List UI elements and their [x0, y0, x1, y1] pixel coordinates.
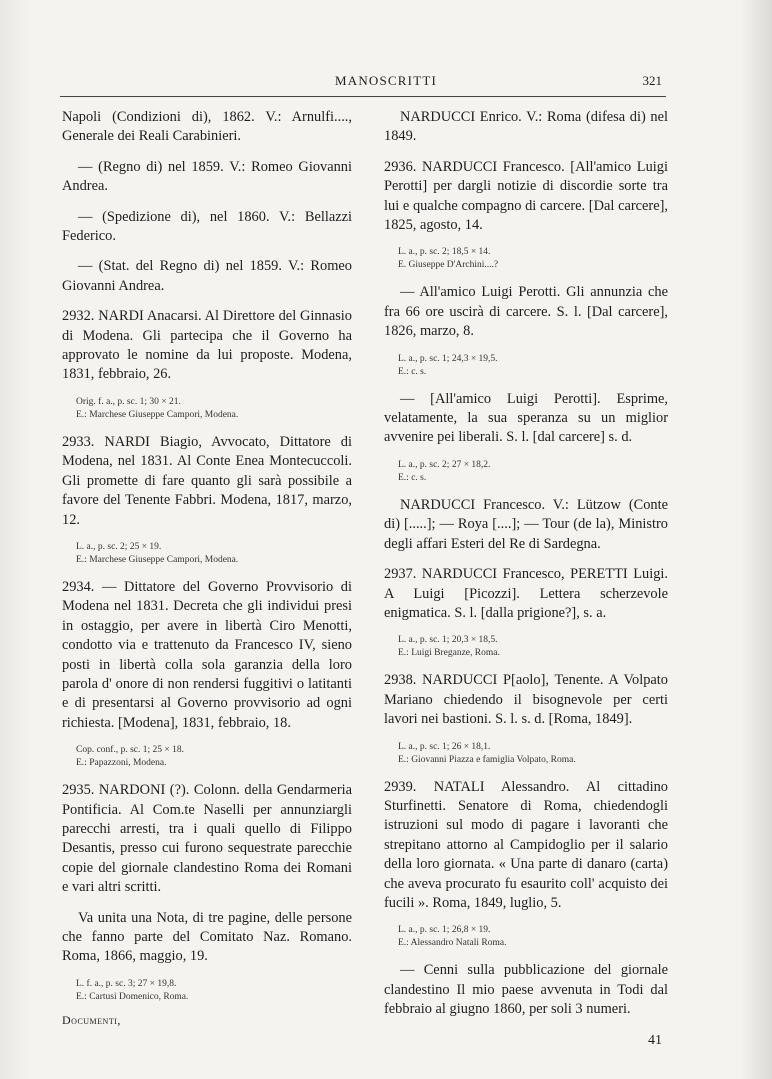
- catalog-entry: NARDUCCI Enrico. V.: Roma (difesa di) nel 1849.: [384, 109, 668, 145]
- entry-note-line: L. a., p. sc. 1; 26 × 18,1.: [398, 741, 491, 752]
- entry-note-line: L. a., p. sc. 1; 20,3 × 18,5.: [398, 635, 498, 646]
- catalog-entry: 2937. NARDUCCI Francesco, PERETTI Luigi. A Luigi [Picozzi]. Lettera scherzevole enigmatica. S. l. [dalla prigione?], s. a.: [384, 566, 668, 621]
- entry-note-line: L. f. a., p. sc. 3; 27 × 19,8.: [76, 978, 177, 989]
- entry-note: [62, 541, 352, 567]
- sheet-number: 41: [648, 1032, 662, 1048]
- catalog-entry: — (Stat. del Regno di) nel 1859. V.: Romeo Giovanni Andrea.: [62, 258, 352, 294]
- entry-note: [384, 924, 668, 950]
- catalog-entry: NARDUCCI Francesco. V.: Lützow (Conte di) [.....]; — Roya [....]; — Tour (de la), Ministro degli affari Esteri del Re di Sardegna.: [384, 496, 668, 552]
- left-column: [62, 108, 352, 1030]
- catalog-entry: — (Regno di) nel 1859. V.: Romeo Giovanni Andrea.: [62, 158, 352, 195]
- catalog-entry: 2935. NARDONI (?). Colonn. della Gendarmeria Pontificia. Al Com.te Naselli per annunziargli parecchi arresti, tra i quali quello di Filippo Desantis, presso cui furono sequestrate parecchie copie del giornale clandestino Roma dei Romani e vari altri scritti.: [62, 782, 352, 896]
- entry-note-line: L. a., p. sc. 2; 27 × 18,2.: [398, 459, 491, 470]
- catalog-entry: 2939. NATALI Alessandro. Al cittadino Sturfinetti. Senatore di Roma, chiedendogli istruzioni sul modo di pagare i lavoranti che strepitano attorno al Campidoglio per il salario della loro giornata. « Una parte di danaro (carta) che aveva procurato fu esaurito coll' acquisto dei fucili ». Roma, 1849, luglio, 5.: [384, 778, 668, 911]
- entry-note: [384, 741, 668, 767]
- entry-note-line: Orig. f. a., p. sc. 1; 30 × 21.: [76, 396, 181, 407]
- catalog-entry: — All'amico Luigi Perotti. Gli annunzia che fra 66 ore uscirà di carcere. S. l. [Dal carcere], 1826, marzo, 8.: [384, 284, 668, 340]
- entry-note-line: E.: Luigi Breganze, Roma.: [398, 648, 500, 659]
- entry-note-line: E.: c. s.: [398, 472, 427, 483]
- entry-note: [384, 634, 668, 660]
- catalog-entry: 2934. — Dittatore del Governo Provvisorio di Modena nel 1831. Decreta che gli individui presi in ostaggio, per avere in libertà Ciro Menotti, condotto via e trattenuto da Francesco IV, sieno posti in libertà colla sola garanzia della loro parola d' onore di non rendersi fuggitivi o latitanti e di presentarsi al Governo provvisorio ad ogni richiesta. [Modena], 1831, febbraio, 18.: [62, 578, 352, 731]
- entry-note-line: L. a., p. sc. 1; 24,3 × 19,5.: [398, 353, 498, 364]
- entry-note-line: E. Giuseppe D'Archini....?: [398, 260, 499, 271]
- running-header-title: MANOSCRITTI: [334, 73, 438, 88]
- entry-note-line: L. a., p. sc. 2; 25 × 19.: [76, 541, 162, 552]
- catalog-entry: 2938. NARDUCCI P[aolo], Tenente. A Volpato Mariano chiedendo il bisognevole per certi lavori nei bastioni. S. l. s. d. [Roma, 1849].: [384, 672, 668, 728]
- page-number: 321: [642, 73, 662, 88]
- signature-mark: Documenti,: [62, 1012, 121, 1027]
- entry-note-line: E.: c. s.: [398, 366, 427, 377]
- entry-note-line: Cop. conf., p. sc. 1; 25 × 18.: [76, 745, 185, 756]
- entry-note: [62, 744, 352, 770]
- entry-note-line: E.: Marchese Giuseppe Campori, Modena.: [76, 554, 239, 565]
- catalog-entry: Va unita una Nota, di tre pagine, delle persone che fanno parte del Comitato Naz. Romano. Roma, 1866, maggio, 19.: [62, 909, 352, 965]
- catalog-entry: 2933. NARDI Biagio, Avvocato, Dittatore di Modena, nel 1831. Al Conte Enea Montecuccoli. Gli promette di fare quanto gli sarà possibile a favore del Tenente Fabbri. Modena, 1817, marzo, 12.: [62, 433, 352, 528]
- entry-note-line: E.: Alessandro Natali Roma.: [398, 938, 507, 949]
- header-rule: [60, 96, 666, 97]
- entry-note-line: L. a., p. sc. 2; 18,5 × 14.: [398, 247, 491, 258]
- catalog-entry: — (Spedizione di), nel 1860. V.: Bellazzi Federico.: [62, 208, 352, 245]
- catalog-entry: 2932. NARDI Anacarsi. Al Direttore del Ginnasio di Modena. Gli partecipa che il Governo ha approvato le nomine da lui proposte. Modena, 1831, febbraio, 26.: [62, 308, 352, 383]
- entry-note: [62, 978, 352, 1004]
- right-column: [384, 108, 668, 1050]
- catalog-entry: 2936. NARDUCCI Francesco. [All'amico Luigi Perotti] per dargli notizie di discordie sorte tra lui e qualche compagno di carcere. [Dal carcere], 1825, agosto, 14.: [384, 158, 668, 234]
- entry-note: [62, 396, 352, 422]
- entry-note: [384, 246, 668, 272]
- entry-note-line: E.: Giovanni Piazza e famiglia Volpato, Roma.: [398, 754, 576, 765]
- catalog-entry: — Cenni sulla pubblicazione del giornale clandestino Il mio paese avvenuta in Todi dal febbraio al giugno 1860, per soli 3 numeri.: [384, 962, 668, 1018]
- entry-note-line: E.: Cartusi Domenico, Roma.: [76, 991, 189, 1002]
- entry-note-line: E.: Marchese Giuseppe Campori, Modena.: [76, 409, 239, 420]
- entry-note: [384, 459, 668, 485]
- entry-note: [384, 353, 668, 379]
- entry-note-line: L. a., p. sc. 1; 26,8 × 19.: [398, 925, 491, 936]
- catalog-entry: Napoli (Condizioni di), 1862. V.: Arnulfi...., Generale dei Reali Carabinieri.: [62, 109, 352, 145]
- catalog-entry: — [All'amico Luigi Perotti]. Esprime, velatamente, la sua speranza su un miglior avvenire pei liberali. S. l. [dal carcere] s. d.: [384, 390, 668, 446]
- entry-note-line: E.: Papazzoni, Modena.: [76, 758, 167, 769]
